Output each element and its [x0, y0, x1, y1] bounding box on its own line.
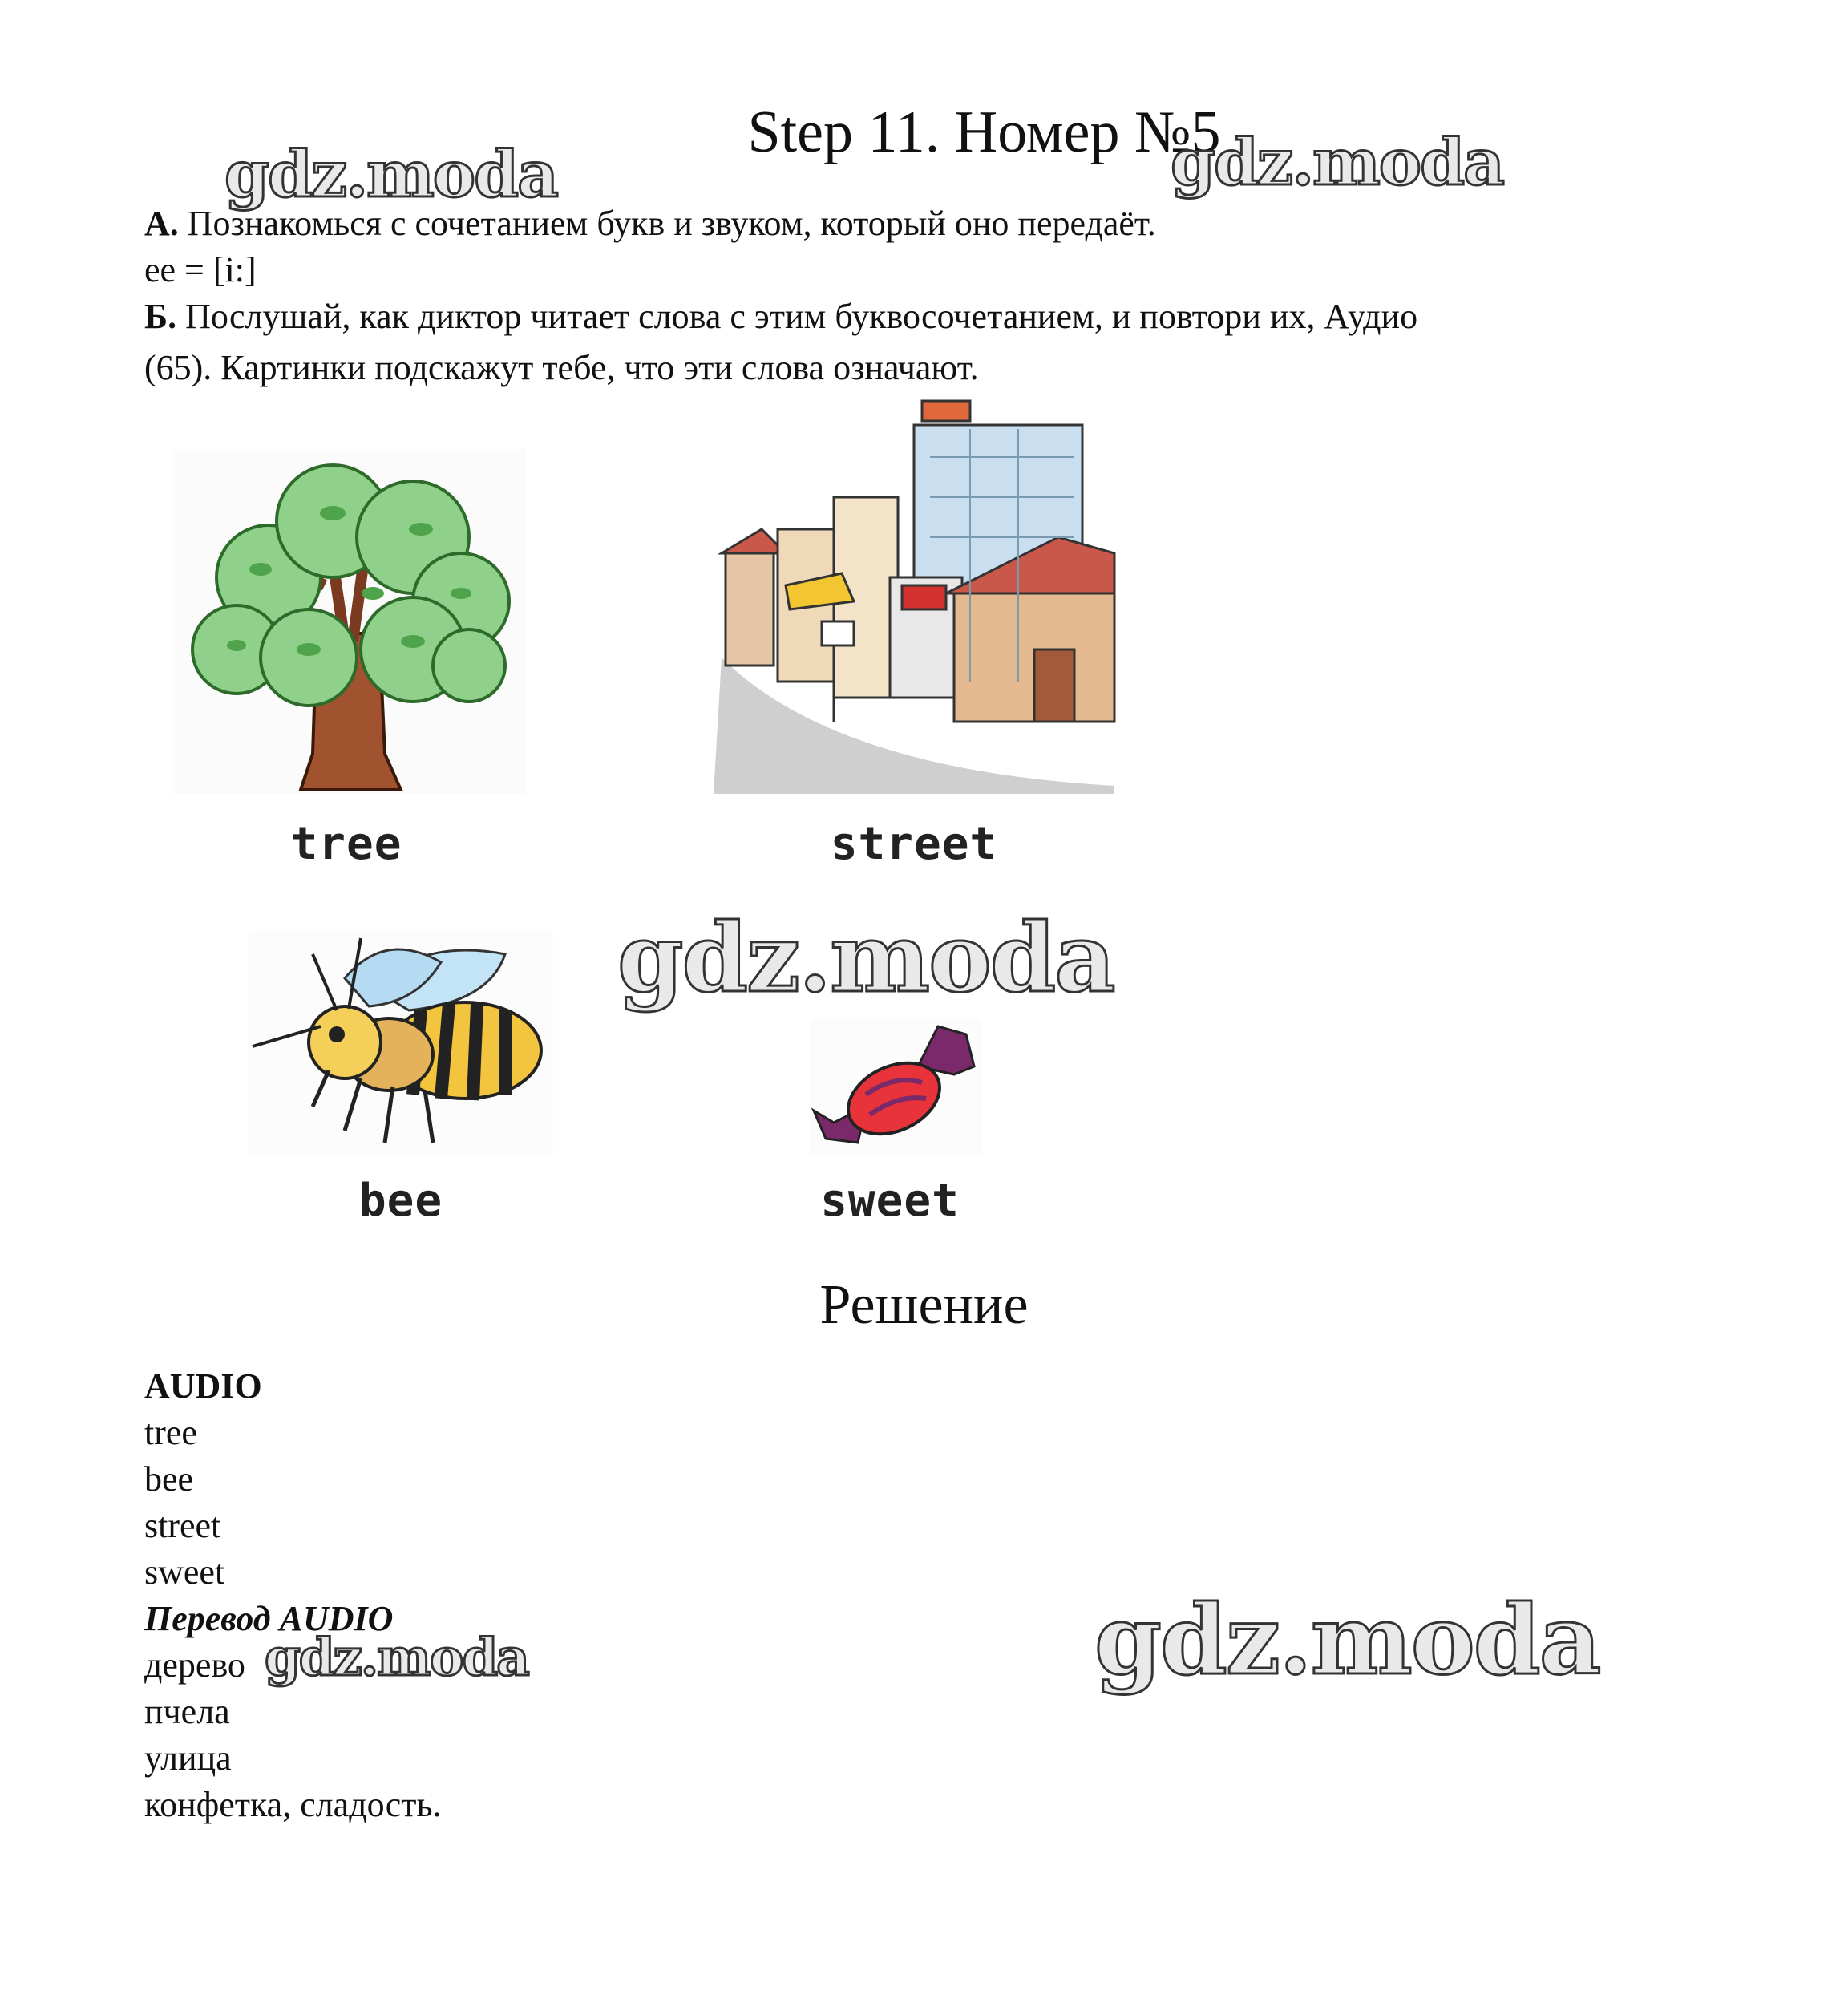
task-rule: ee = [i:]	[144, 250, 257, 289]
task-a-label: А.	[144, 204, 179, 243]
audio-word: tree	[144, 1413, 197, 1452]
translation-word: конфетка, сладость.	[144, 1785, 442, 1824]
watermark: gdz.moda	[224, 136, 557, 212]
translation-word: дерево	[144, 1645, 245, 1685]
audio-word: bee	[144, 1459, 194, 1499]
audio-word: sweet	[144, 1552, 225, 1592]
candy-icon	[810, 1018, 982, 1155]
bee-icon	[249, 930, 553, 1155]
word-tree: tree	[290, 818, 402, 870]
solution-title: Решение	[819, 1274, 1029, 1336]
translation-header: Перевод AUDIO	[144, 1599, 394, 1638]
watermark: gdz.moda	[617, 902, 1114, 1014]
watermark: gdz.moda	[1171, 124, 1503, 200]
word-bee: bee	[358, 1175, 443, 1227]
watermark: gdz.moda	[1094, 1584, 1600, 1697]
translation-word: улица	[144, 1738, 232, 1778]
task-b-label: Б.	[144, 297, 177, 336]
translation-word: пчела	[144, 1692, 230, 1731]
word-sweet: sweet	[820, 1175, 960, 1227]
task-b-text-line2: (65). Картинки подскажут тебе, что эти слова означают.	[144, 348, 979, 387]
task-b-text-line1: Послушай, как диктор читает слова с этим буквосочетанием, и повтори их, Аудио	[176, 297, 1418, 336]
task-b	[144, 293, 1417, 340]
watermark: gdz.moda	[265, 1628, 528, 1688]
solution-list	[144, 1363, 442, 1828]
street-icon	[714, 393, 1122, 794]
audio-header: AUDIO	[144, 1366, 262, 1406]
task-a-text: Познакомься с сочетанием букв и звуком, который оно передаёт.	[178, 204, 1156, 243]
page-title: Step 11. Номер №5	[747, 99, 1221, 165]
tree-icon	[172, 449, 525, 794]
audio-word: street	[144, 1506, 221, 1545]
word-street: street	[830, 818, 998, 870]
